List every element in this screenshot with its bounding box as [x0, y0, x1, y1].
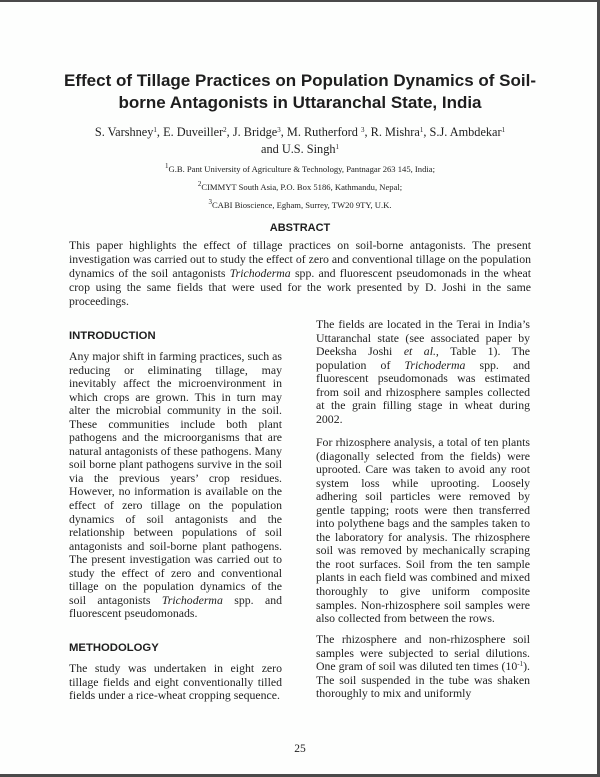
- paper-title: [40, 70, 560, 114]
- abstract-heading: ABSTRACT: [269, 222, 331, 234]
- author: S.J. Ambdekar: [429, 125, 502, 139]
- document-page: [0, 2, 597, 774]
- exponent: -1: [517, 660, 524, 669]
- affiliation-number: 1: [165, 162, 169, 170]
- methodology-paragraph-rhizosphere: For rhizosphere analysis, a total of ten plants (diagonally selected from the fields) were uprooted. Care was taken to avoid any root system loss while uprooting. Loosely adhering soil particles were removed by gentle tapping; roots were then transferred into polythene bags and the samples taken to the laboratory for analysis. The rhizosphere soil was removed by mechanically scraping the root surfaces. Soil from the ten sample plants in each field was combined and mixed thoroughly to give uniform composite samples. Non-rhizosphere soil samples were also collected from between the rows.: [316, 435, 530, 626]
- author: R. Mishra: [370, 125, 420, 139]
- affiliation-number: 3: [208, 198, 212, 206]
- introduction-heading: INTRODUCTION: [69, 330, 156, 342]
- author-affiliation-mark: 3: [277, 126, 281, 134]
- affiliation-text: CABI Bioscience, Egham, Surrey, TW20 9TY, U.K.: [211, 200, 392, 210]
- affiliation-1: [80, 163, 520, 175]
- italic-term: et al.,: [403, 344, 439, 359]
- separator: ,: [280, 125, 287, 139]
- author-affiliation-mark: 2: [223, 126, 227, 134]
- author-affiliation-mark: 1: [419, 126, 424, 134]
- text-run: Table 1). The population of: [316, 344, 530, 372]
- authors-line-2: [60, 141, 540, 158]
- text-run: The fields are located in the Terai in India’s Uttaranchal state (see associated paper by Deeksha Joshi: [316, 317, 530, 359]
- methodology-text: The study was undertaken in eight zero tillage fields and eight conventionally tilled fields under a rice-wheat cropping sequence.: [69, 661, 282, 703]
- italic-term: Trichoderma: [404, 357, 466, 372]
- text-run: spp. and fluorescent pseudomonads in the wheat crop using the same fields that were used for the work presented by D. Joshi in the same proceedings.: [69, 266, 532, 309]
- author-list: [60, 124, 540, 157]
- methodology-paragraph-dilution: [316, 633, 530, 701]
- author-affiliation-mark: 1: [501, 126, 506, 134]
- methodology-paragraph-fields: [316, 318, 530, 426]
- page-number: 25: [294, 743, 306, 755]
- author: J. Bridge: [232, 125, 278, 139]
- author-affiliation-mark: 1: [153, 126, 157, 134]
- title-line-2: borne Antagonists in Uttaranchal State, India: [118, 93, 482, 112]
- separator: ,: [226, 125, 233, 139]
- author: U.S. Singh: [281, 141, 336, 156]
- text-run: This paper highlights the effect of tillage practices on soil-borne antagonists. The present investigation was carried out to study the effect of zero and conventional tillage on the population dynamics of the soil antagonists: [69, 238, 531, 281]
- affiliation-number: 2: [197, 180, 202, 188]
- affiliation-text: CIMMYT South Asia, P.O. Box 5186, Kathmandu, Nepal;: [201, 182, 403, 192]
- italic-term: Trichoderma: [161, 592, 223, 607]
- affiliation-3: [80, 199, 520, 211]
- text-run: ). The soil suspended in the tube was shaken thoroughly to mix and uniformly: [316, 659, 530, 701]
- introduction-text: [69, 350, 282, 621]
- conjunction: and: [261, 141, 282, 156]
- author-affiliation-mark: 3: [361, 126, 365, 134]
- author: M. Rutherford: [286, 125, 358, 139]
- text-run: Any major shift in farming practices, such as reducing or eliminating tillage, may inevitably affect the microenvironment in which crops are grown. This in turn may alter the microbial community in the soil. These communities include both plant pathogens and the microorganisms that are natural antagonists of these pathogens. Many soil borne plant pathogens survive in the soil via the previous years’ crop residues. However, no information is available on the effect of zero tillage on the population dynamics of soil antagonists and the relationship between populations of soil antagonists and soil-borne plant pathogens. The present investigation was carried out to study the effect of zero and conventional tillage on the population dynamics of the soil antagonists: [69, 349, 282, 607]
- italic-term: Trichoderma: [229, 266, 291, 281]
- title-line-1: Effect of Tillage Practices on Population Dynamics of Soil-: [64, 71, 536, 90]
- author: S. Varshney: [94, 125, 154, 139]
- abstract-text: [69, 238, 531, 308]
- methodology-heading: METHODOLOGY: [69, 642, 159, 654]
- author: E. Duveiller: [163, 125, 224, 139]
- text-run: spp. and fluorescent pseudomonads.: [69, 592, 282, 621]
- separator: ,: [364, 125, 371, 139]
- text-run: The rhizosphere and non-rhizosphere soil samples were subjected to serial dilutions. One gram of soil was diluted ten times (10: [316, 632, 530, 674]
- authors-line-1: [60, 124, 540, 141]
- affiliation-2: [80, 181, 520, 193]
- separator: ,: [156, 125, 164, 139]
- affiliation-text: G.B. Pant University of Agriculture & Technology, Pantnagar 263 145, India;: [168, 164, 435, 174]
- separator: ,: [423, 125, 430, 139]
- text-run: spp. and fluorescent pseudomonads was estimated from soil and rhizosphere samples collected at the grain filling stage in wheat during 2002.: [316, 357, 530, 426]
- author-affiliation-mark: 1: [335, 142, 339, 151]
